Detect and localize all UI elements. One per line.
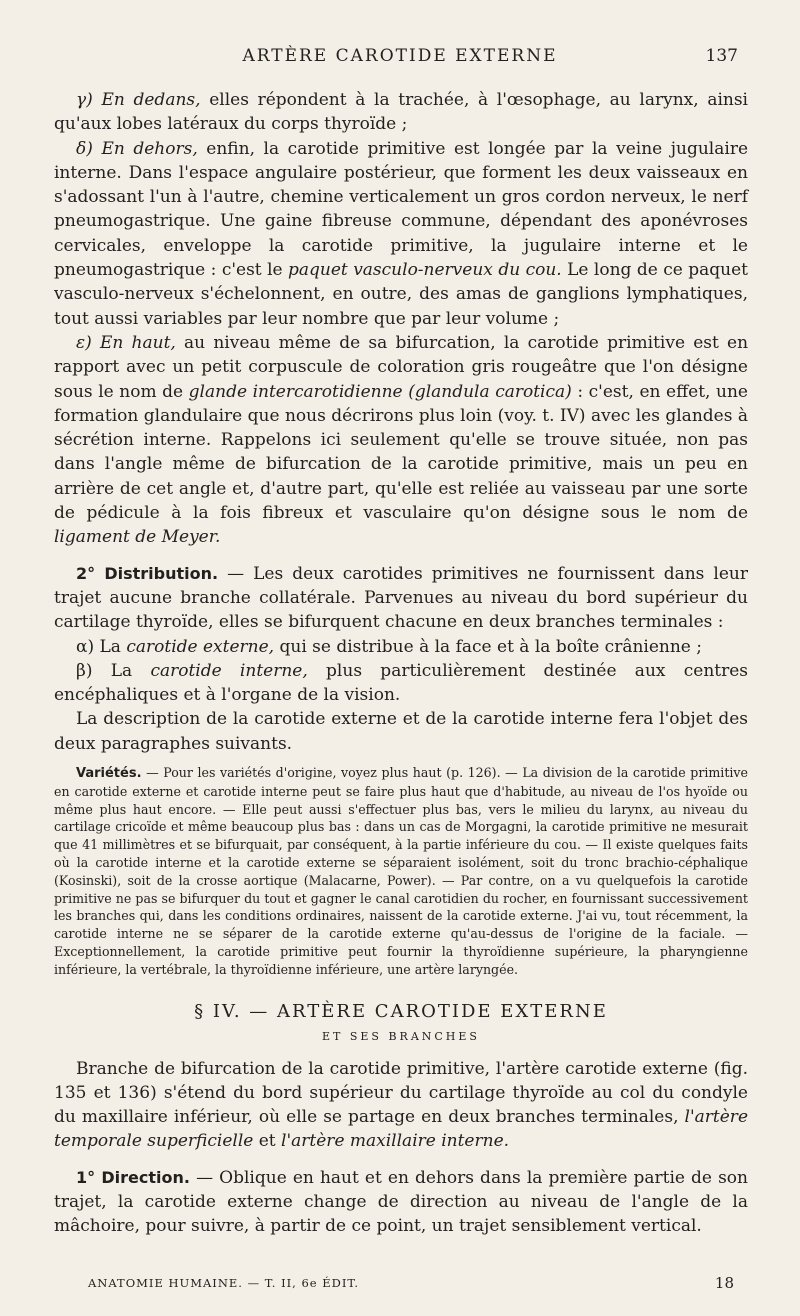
para-text-2: : c'est, en effet, une formation glandulaire que nous décrirons plus loin (voy. t. IV) avec les glandes à sécrétion interne. Rappelons ici seulement qu'elle se trouve située, non pas dans l'angle même de bifurcation de la carotide primitive, mais un peu en arrière de cet angle et, d'autre part, qu'elle est reliée au vaisseau par une sorte de pédicule à la fois fibreux et vasculaire qu'on désigne sous le nom de (54, 381, 748, 524)
distribution-heading: 2° Distribution. (76, 563, 219, 583)
para-text: au niveau même de sa bifurcation, la carotide primitive est en rapport avec un petit corpuscule de coloration gris rougeâtre que l'on désigne sous le nom de (54, 332, 749, 402)
para-lead: En dehors, (101, 138, 198, 159)
direction-heading: 1° Direction. (76, 1167, 190, 1187)
para-marker: δ) (76, 138, 93, 159)
direction-text: — Oblique en haut et en dehors dans la première partie de son trajet, la carotide externe change de direction au niveau de l'angle de la mâchoire, pour suivre, à partir de ce point, un trajet sensiblement vertical. (54, 1167, 748, 1237)
para-italic: paquet vasculo-nerveux du cou. (288, 260, 562, 281)
paragraph-delta (54, 137, 748, 331)
beta-marker: β) La (76, 660, 133, 681)
section-title: § IV. — ARTÈRE CAROTIDE EXTERNE (194, 1000, 608, 1022)
signature-mark: 18 (714, 1274, 734, 1292)
distribution-text: — Les deux carotides primitives ne fournissent dans leur trajet aucune branche collatérale. Parvenues au niveau du bord supérieur du cartilage thyroïde, elles se bifurquent chacune en deux branches terminales : (54, 563, 749, 633)
beta-italic: carotide interne, (150, 660, 308, 681)
beta-text: plus particulièrement destinée aux centres encéphaliques et à l'organe de la vision. (54, 660, 749, 706)
paragraph-epsilon (54, 331, 748, 550)
beta-item (54, 659, 748, 708)
intro-mid: et (258, 1131, 276, 1152)
page-number: 137 (705, 46, 738, 66)
paragraph-gamma (54, 88, 748, 137)
alpha-text: qui se distribue à la face et à la boîte crânienne ; (279, 636, 702, 657)
distribution-paragraph (54, 562, 748, 635)
section-subtitle: ET SES BRANCHES (322, 1029, 480, 1043)
page-header (0, 42, 800, 70)
direction-paragraph (54, 1166, 748, 1239)
intro-italic-2: l'artère maxillaire interne. (281, 1131, 510, 1152)
para-text: elles répondent à la trachée, à l'œsophage, au larynx, ainsi qu'aux lobes latéraux du corps thyroïde ; (54, 90, 748, 135)
page-footer (88, 1276, 748, 1298)
para-italic-2: ligament de Meyer. (54, 527, 221, 548)
para-marker: ε) (76, 332, 92, 353)
para-marker: γ) (76, 90, 93, 110)
varietes-note (54, 764, 748, 979)
distribution-closing: La description de la carotide externe et de la carotide interne fera l'objet des deux paragraphes suivants. (54, 709, 748, 754)
para-text-2: Le long de ce paquet vasculo-nerveux s'échelonnent, en outre, des amas de ganglions lymphatiques, tout aussi variables par leur nombre que par leur volume ; (54, 260, 749, 329)
footer-imprint: ANATOMIE HUMAINE. — T. II, 6e ÉDIT. (88, 1276, 360, 1290)
alpha-marker: α) La (76, 636, 121, 657)
intro-text: Branche de bifurcation de la carotide primitive, l'artère carotide externe (fig. 135 et 136) s'étend du bord supérieur du cartilage thyroïde au col du condyle du maxillaire inférieur, où elle se partage en deux branches terminales, (54, 1058, 748, 1128)
alpha-item (54, 635, 748, 659)
para-text: enfin, la carotide primitive est longée par la veine jugulaire interne. Dans l'espace angulaire postérieur, que forment les deux vaisseaux en s'adossant l'un à l'autre, chemine verticalement un gros cordon nerveux, le nerf pneumogastrique. Une gaine fibreuse commune, dépendant des aponévroses cervicales, enveloppe la carotide primitive, la jugulaire interne et le pneumogastrique : c'est le (54, 138, 749, 281)
para-lead: En haut, (99, 332, 176, 353)
varietes-text: — Pour les variétés d'origine, voyez plus haut (p. 126). — La division de la carotide primitive en carotide externe et carotide interne peut se faire plus haut que d'habitude, au niveau de l'os hyoïde ou même plus haut encore. — Elle peut aussi s'effectuer plus bas, vers le milieu du larynx, au niveau du cartilage cricoïde et même beaucoup plus bas : dans un cas de Morgagni, la carotide primitive ne mesurait que 41 millimètres et se bifurquait, par conséquent, à la partie inférieure du cou. — Il existe quelques faits où la carotide interne et la carotide externe se séparaient isolément, soit du tronc brachio-céphalique (Kosinski), soit de la crosse aortique (Malacarne, Power). — Par contre, on a vu quelquefois la carotide primitive ne pas se bifurquer du tout et gagner le canal carotidien du rocher, en fournissant successivement les branches qui, dans les conditions ordinaires, naissent de la carotide externe. J'ai vu, tout récemment, la carotide interne ne se séparer de la carotide externe qu'au-dessus de l'origine de la faciale. — Exceptionnellement, la carotide primitive peut fournir la thyroïdienne supérieure, la pharyngienne inférieure, la vertébrale, la thyroïdienne inférieure, une artère laryngée. (54, 765, 748, 977)
para-lead: En dedans, (101, 90, 201, 110)
body-text (54, 88, 748, 1239)
intro-paragraph (54, 1057, 748, 1154)
intro-italic-1: l'artère temporale superficielle (54, 1107, 748, 1152)
running-title: ARTÈRE CAROTIDE EXTERNE (242, 46, 558, 66)
alpha-italic: carotide externe, (126, 636, 275, 657)
para-italic: glande intercarotidienne (glandula carotica) (188, 381, 572, 402)
varietes-heading: Variétés. (76, 766, 142, 782)
